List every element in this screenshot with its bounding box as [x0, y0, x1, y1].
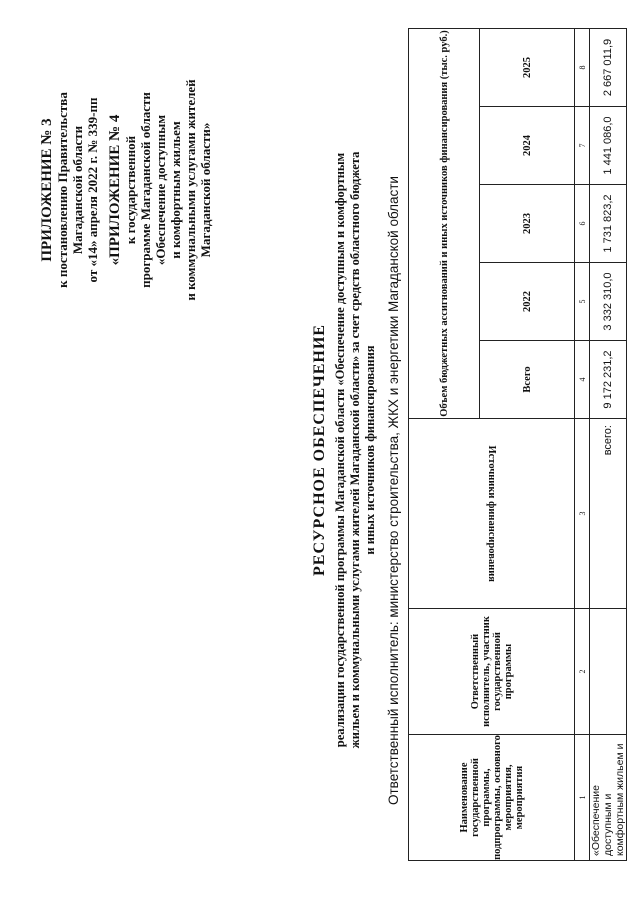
subtitle-line: реализации государственной программы Магаданской области «Обеспечение доступным и комфортным	[333, 152, 347, 748]
appendix-line: «Обеспечение доступным	[153, 114, 168, 266]
appendix-line: программе Магаданской области	[138, 92, 153, 288]
doc-title: РЕСУРСНОЕ ОБЕСПЕЧЕНИЕ	[311, 324, 328, 576]
column-number: 1	[575, 735, 590, 861]
header-year: 2022	[480, 263, 575, 341]
header-group: Объем бюджетных ассигнований и иных источников финансирования (тыс. руб.)	[409, 29, 480, 419]
column-number-row	[575, 29, 590, 861]
header-executor: Ответственный исполнитель, участник государственной программы	[409, 609, 575, 735]
appendix-block	[40, 40, 213, 340]
header-name: Наименование государственной программы, подпрограммы, основного мероприятия, мероприятия	[409, 735, 575, 861]
header-year: 2024	[480, 107, 575, 185]
row-value: 2 667 011,9	[590, 29, 627, 107]
column-number: 7	[575, 107, 590, 185]
row-value: 9 172 231,2	[590, 341, 627, 419]
appendix-line: и коммунальными услугами жителей	[183, 79, 198, 301]
subtitle-line: и иных источников финансирования	[363, 345, 377, 555]
row-name: «Обеспечение доступным и комфортным жильем и	[590, 735, 627, 861]
column-number: 5	[575, 263, 590, 341]
column-number: 6	[575, 185, 590, 263]
appendix-line: к государственной	[123, 135, 138, 245]
row-value: 1 441 086,0	[590, 107, 627, 185]
row-value: 3 332 310,0	[590, 263, 627, 341]
table-header-row	[409, 29, 480, 861]
appendix-title: ПРИЛОЖЕНИЕ № 3	[39, 118, 55, 262]
column-number: 4	[575, 341, 590, 419]
column-number: 3	[575, 419, 590, 609]
header-year: 2025	[480, 29, 575, 107]
doc-subtitle	[333, 55, 378, 845]
appendix-title-2: «ПРИЛОЖЕНИЕ № 4	[107, 114, 123, 266]
header-source-text: Источники финансирования	[486, 445, 497, 582]
row-source: всего:	[590, 419, 627, 609]
appendix-line: от «14» апреля 2022 г. № 339-пп	[85, 97, 100, 283]
column-number: 8	[575, 29, 590, 107]
row-value: 1 731 823,2	[590, 185, 627, 263]
appendix-line: Магаданской области	[70, 125, 85, 255]
header-year: Всего	[480, 341, 575, 419]
subtitle-line: жильем и коммунальными услугами жителей Магаданской области» за счет средств областного бюджета	[348, 151, 362, 749]
appendix-line: Магаданской области»	[198, 122, 213, 258]
header-year: 2023	[480, 185, 575, 263]
responsible-executor: Ответственный исполнитель: министерство строительства, ЖКХ и энергетики Магаданской области	[386, 176, 401, 805]
row-executor	[590, 609, 627, 735]
appendix-line: и комфортным жильем	[168, 121, 183, 259]
column-number: 2	[575, 609, 590, 735]
table-row	[590, 29, 627, 861]
resource-table	[408, 28, 627, 861]
appendix-line: к постановлению Правительства	[55, 92, 70, 288]
header-source	[409, 419, 575, 609]
